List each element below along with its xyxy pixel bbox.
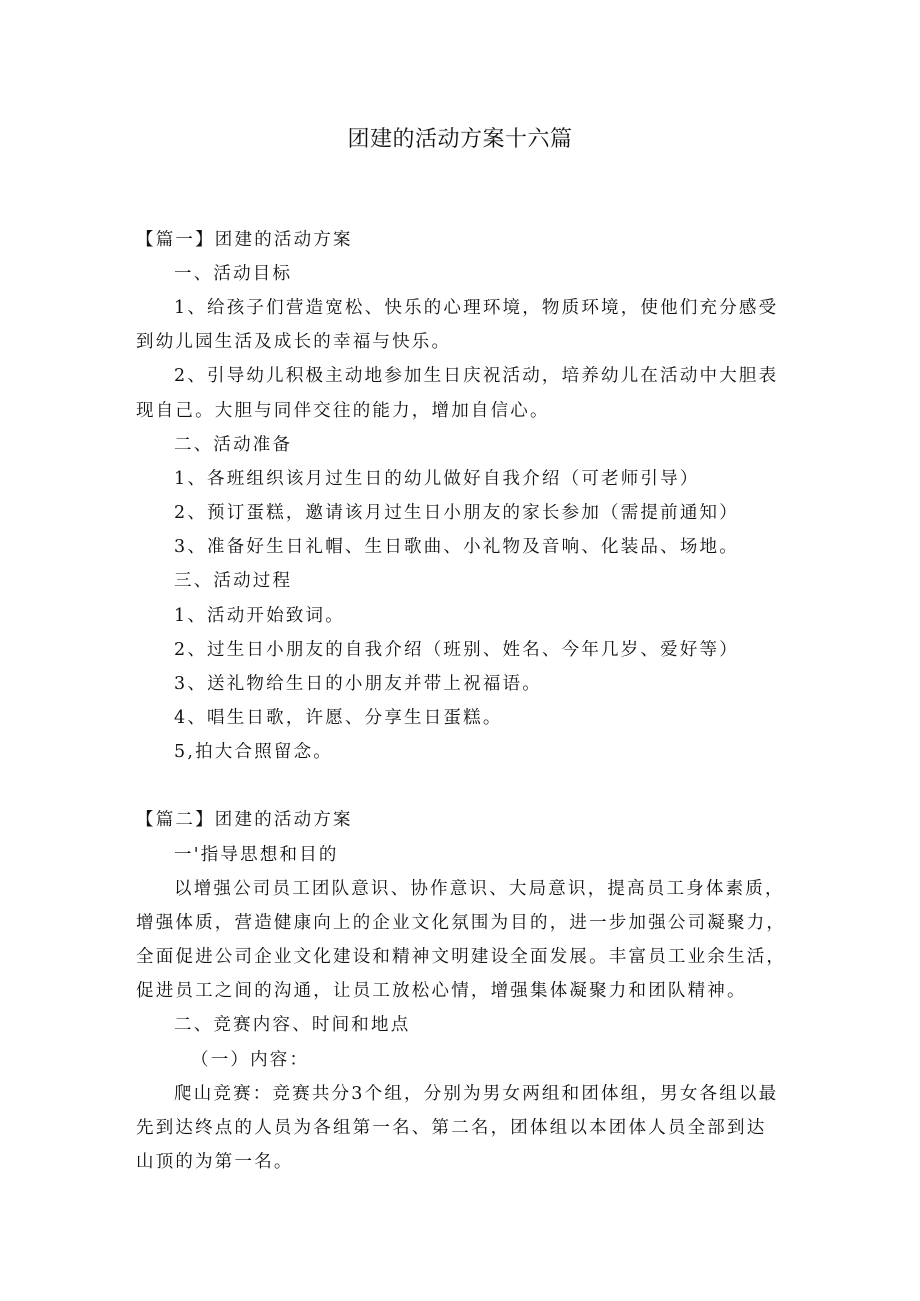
goal2-line1: 2、引导幼儿积极主动地参加生日庆祝活动，培养幼儿在活动中大胆表 — [174, 366, 779, 386]
content-subheading: （一）内容： — [191, 1050, 310, 1070]
climb-line3: 山顶的为第一名。 — [136, 1152, 294, 1172]
prep-item-3: 3、准备好生日礼帽、生日歌曲、小礼物及音响、化装品、场地。 — [174, 537, 739, 557]
process-item-3: 3、送礼物给生日的小朋友并带上祝福语。 — [174, 674, 542, 694]
guide-para-line2: 增强体质，营造健康向上的企业文化氛围为目的，进一步加强公司凝聚力， — [136, 913, 787, 933]
process-heading: 三、活动过程 — [174, 571, 293, 591]
prep-heading: 二、活动准备 — [174, 435, 293, 455]
section1-heading: 【篇一】团建的活动方案 — [136, 230, 353, 250]
prep-item-2: 2、预订蛋糕，邀请该月过生日小朋友的家长参加（需提前通知） — [174, 503, 739, 523]
section2-heading: 【篇二】团建的活动方案 — [136, 810, 353, 830]
process-item-5: 5,拍大合照留念。 — [174, 742, 333, 762]
guide-para-line4: 促进员工之间的沟通，让员工放松心情，增强集体凝聚力和团队精神。 — [136, 981, 747, 1001]
content-heading: 二、竞赛内容、时间和地点 — [174, 1015, 411, 1035]
goal1-line2: 到幼儿园生活及成长的幸福与快乐。 — [136, 332, 452, 352]
process-item-4: 4、唱生日歌，许愿、分享生日蛋糕。 — [174, 708, 503, 728]
guide-heading: 一'指导思想和目的 — [174, 845, 339, 865]
goal2-line2: 现自己。大胆与同伴交往的能力，增加自信心。 — [136, 401, 550, 421]
climb-line2: 先到达终点的人员为各组第一名、第二名，团体组以本团体人员全部到达 — [136, 1118, 767, 1138]
process-item-2: 2、过生日小朋友的自我介绍（班别、姓名、今年几岁、爱好等） — [174, 640, 739, 660]
guide-para-line3: 全面促进公司企业文化建设和精神文明建设全面发展。丰富员工业余生活， — [136, 947, 787, 967]
goal1-line1: 1、给孩子们营造宽松、快乐的心理环境，物质环境，使他们充分感受 — [174, 298, 779, 318]
goal-heading: 一、活动目标 — [174, 264, 293, 284]
process-item-1: 1、活动开始致词。 — [174, 606, 345, 626]
document-title: 团建的活动方案十六篇 — [347, 127, 573, 152]
climb-line1: 爬山竞赛：竞赛共分3个组，分别为男女两组和团体组，男女各组以最 — [174, 1084, 779, 1104]
guide-para-line1: 以增强公司员工团队意识、协作意识、大局意识，提高员工身体素质， — [174, 879, 785, 899]
prep-item-1: 1、各班组织该月过生日的幼儿做好自我介绍（可老师引导） — [174, 469, 700, 489]
